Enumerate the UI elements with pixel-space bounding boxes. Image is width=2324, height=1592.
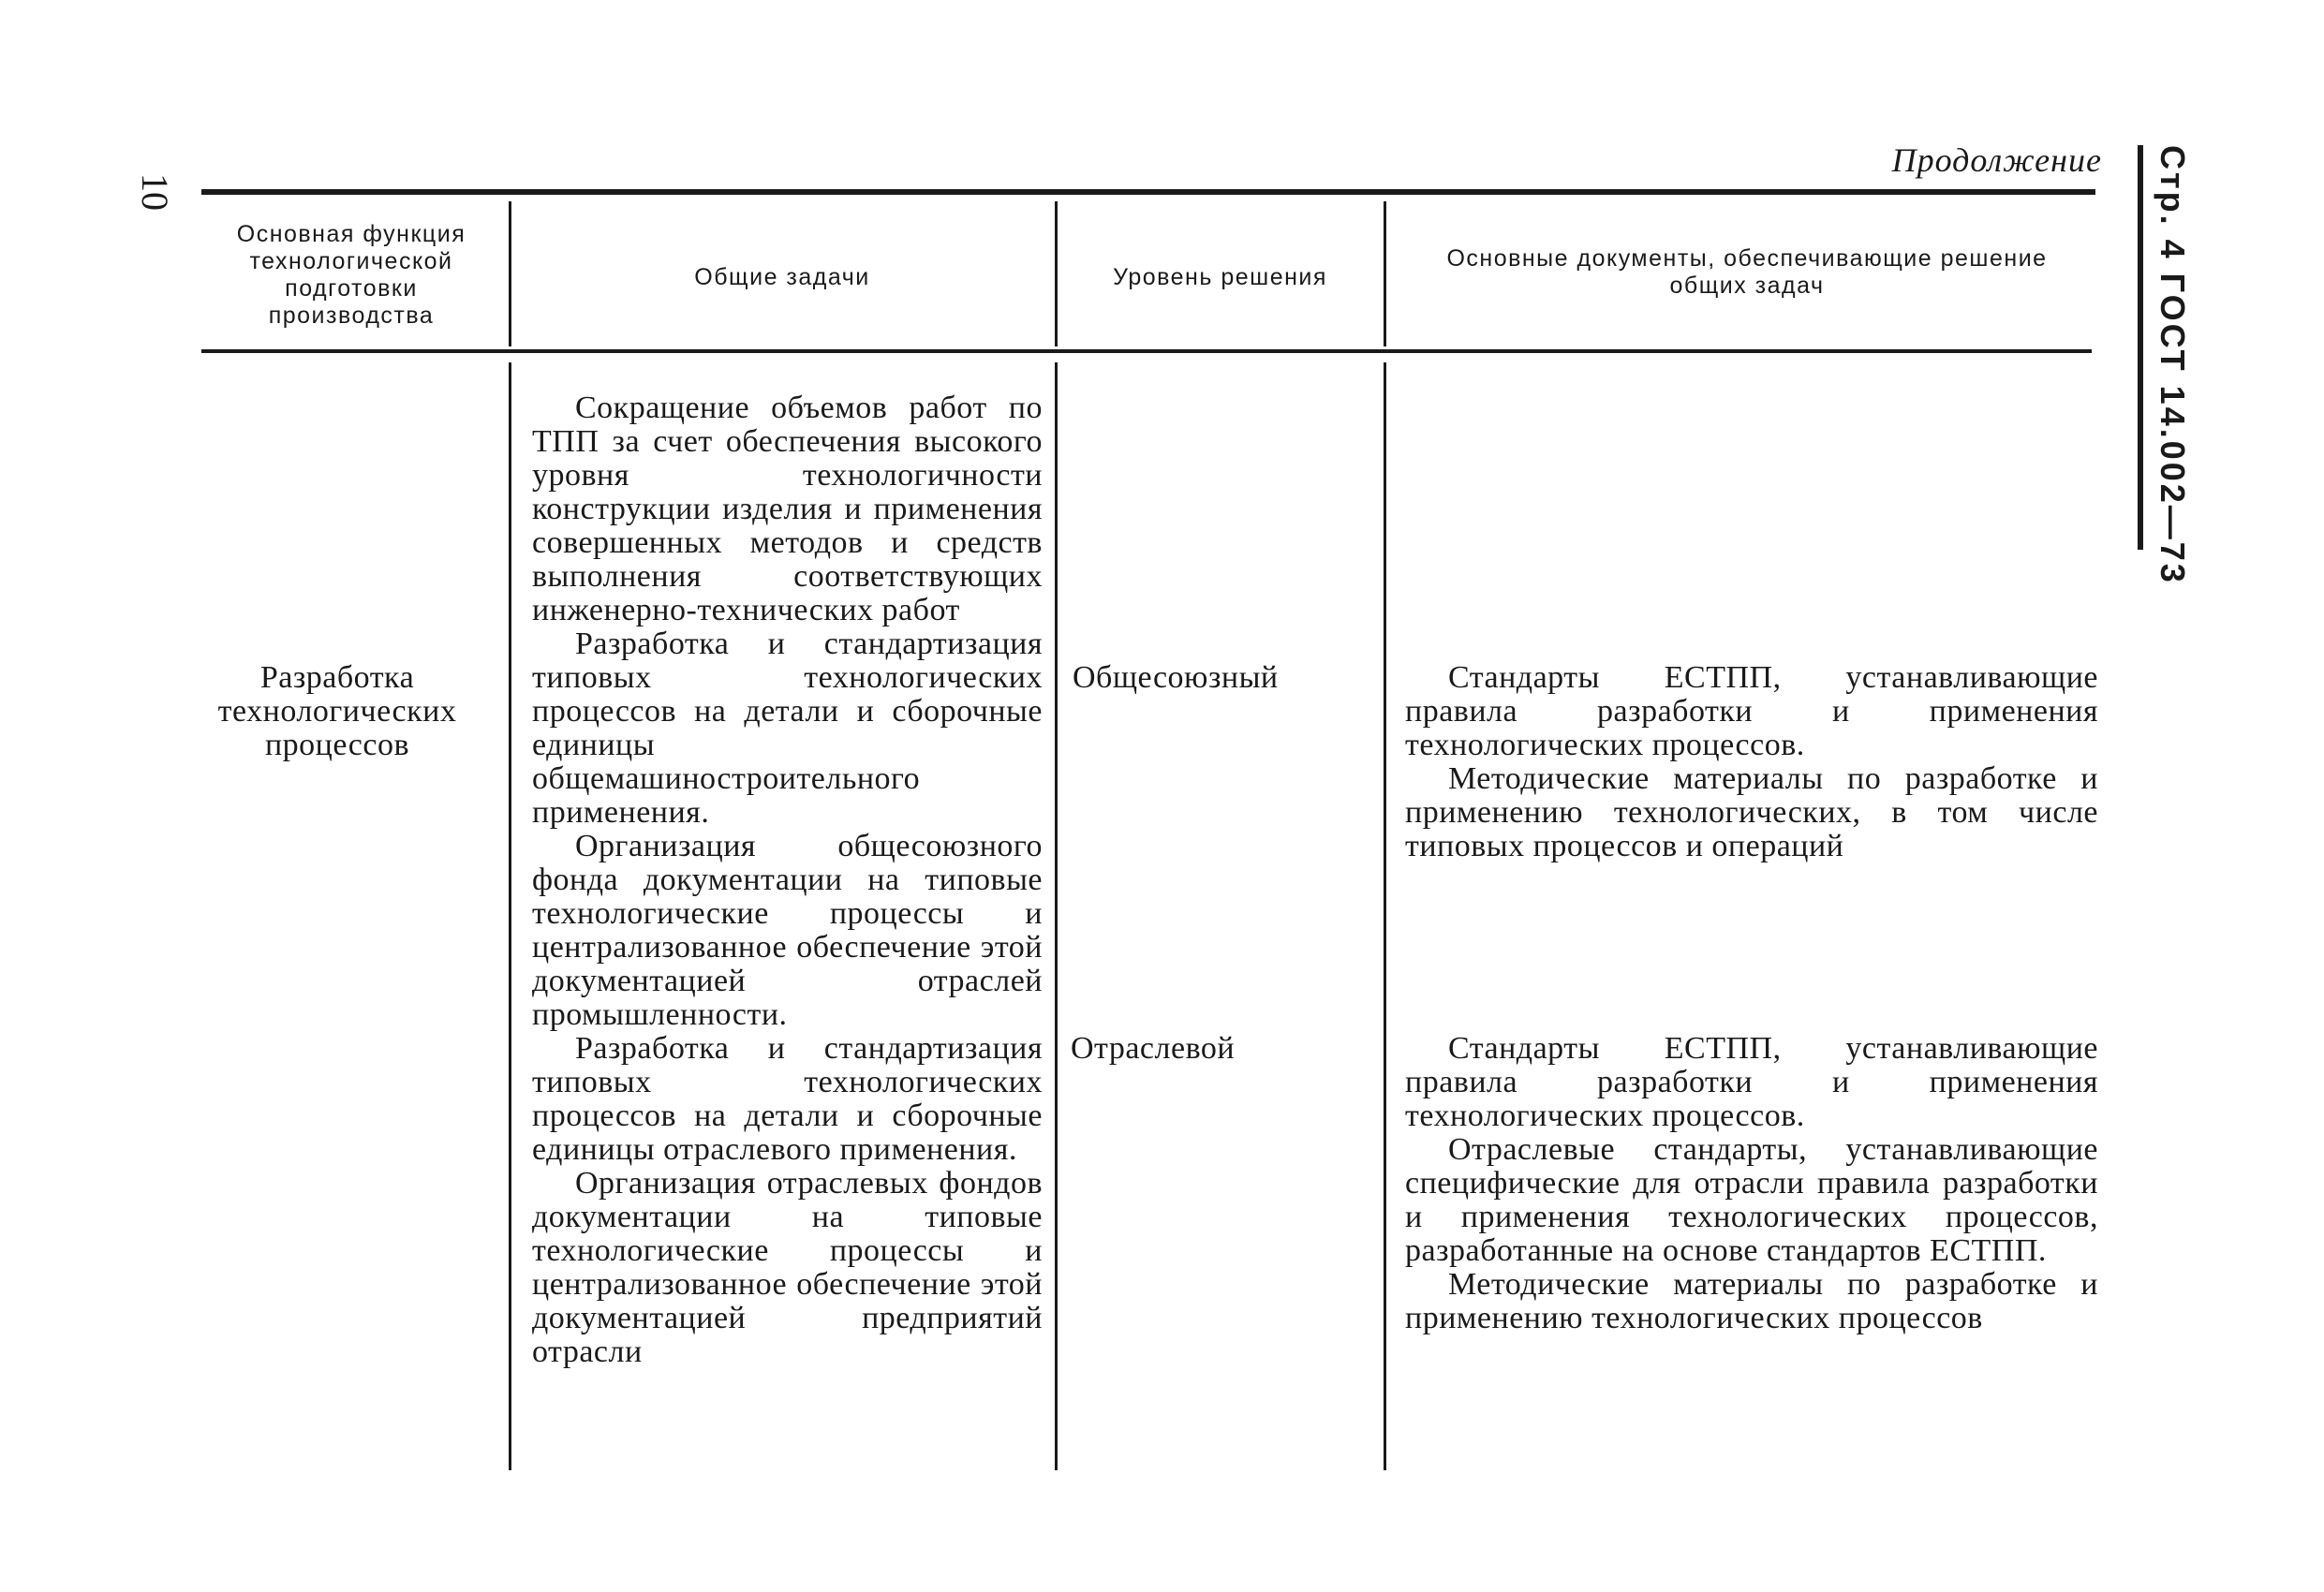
column-divider <box>509 362 511 1470</box>
side-label: Стр. 4 ГОСТ 14.002—73 <box>2154 145 2192 585</box>
task-paragraph: Организация общесоюзного фонда документации на типовые технологические процессы и централизованное обеспечение этой документацией отраслей промышленности. <box>532 829 1043 1032</box>
function-cell: Разработка технологических процессов <box>217 660 457 762</box>
docs-group-1 <box>1405 661 2098 863</box>
tasks-group-2 <box>532 1032 1043 1369</box>
task-paragraph: Разработка и стандартизация типовых технологических процессов на детали и сборочные единицы отраслевого применения. <box>532 1031 1043 1167</box>
level-cell-1: Общесоюзный <box>1073 660 1279 695</box>
table-header-rule <box>201 349 2092 353</box>
docs-group-2 <box>1405 1032 2098 1335</box>
header-documents: Основные документы, обеспечивающие решение общих задач <box>1446 245 2048 299</box>
doc-paragraph: Отраслевые стандарты, устанавливающие специфические для отрасли правила разработки и применения технологических процессов, разработанные на основе стандартов ЕСТПП. <box>1405 1132 2098 1268</box>
header-level: Уровень решения <box>1113 264 1327 290</box>
column-divider <box>509 201 511 346</box>
task-paragraph: Сокращение объемов работ по ТПП за счет обеспечения высокого уровня технологичности конструкции изделия и применения совершенных методов и средств выполнения соответствующих инженерно-технических работ <box>532 391 1043 627</box>
task-paragraph: Разработка и стандартизация типовых технологических процессов на детали и сборочные единицы общемашиностроительного применения. <box>532 626 1043 830</box>
header-function: Основная функция технологической подготовки производства <box>236 221 466 329</box>
column-divider <box>1384 201 1386 346</box>
tasks-group-1 <box>532 391 1043 1032</box>
doc-paragraph: Стандарты ЕСТПП, устанавливающие правила разработки и применения технологических процессов. <box>1405 660 2098 762</box>
header-tasks: Общие задачи <box>694 264 870 290</box>
column-divider <box>1384 362 1386 1470</box>
column-divider <box>1055 201 1058 346</box>
table-top-rule <box>201 189 2095 195</box>
page-number: 10 <box>134 173 176 211</box>
continuation-label: Продолжение <box>1891 141 2102 179</box>
doc-paragraph: Методические материалы по разработке и применению технологических процессов <box>1405 1267 2098 1335</box>
side-divider <box>2138 145 2143 550</box>
task-paragraph: Организация отраслевых фондов документации на типовые технологические процессы и централизованное обеспечение этой документацией предприятий отрасли <box>532 1166 1043 1369</box>
level-cell-2: Отраслевой <box>1071 1031 1236 1066</box>
column-divider <box>1055 362 1058 1470</box>
doc-paragraph: Методические материалы по разработке и применению технологических, в том числе типовых процессов и операций <box>1405 761 2098 863</box>
doc-paragraph: Стандарты ЕСТПП, устанавливающие правила разработки и применения технологических процессов. <box>1405 1031 2098 1133</box>
